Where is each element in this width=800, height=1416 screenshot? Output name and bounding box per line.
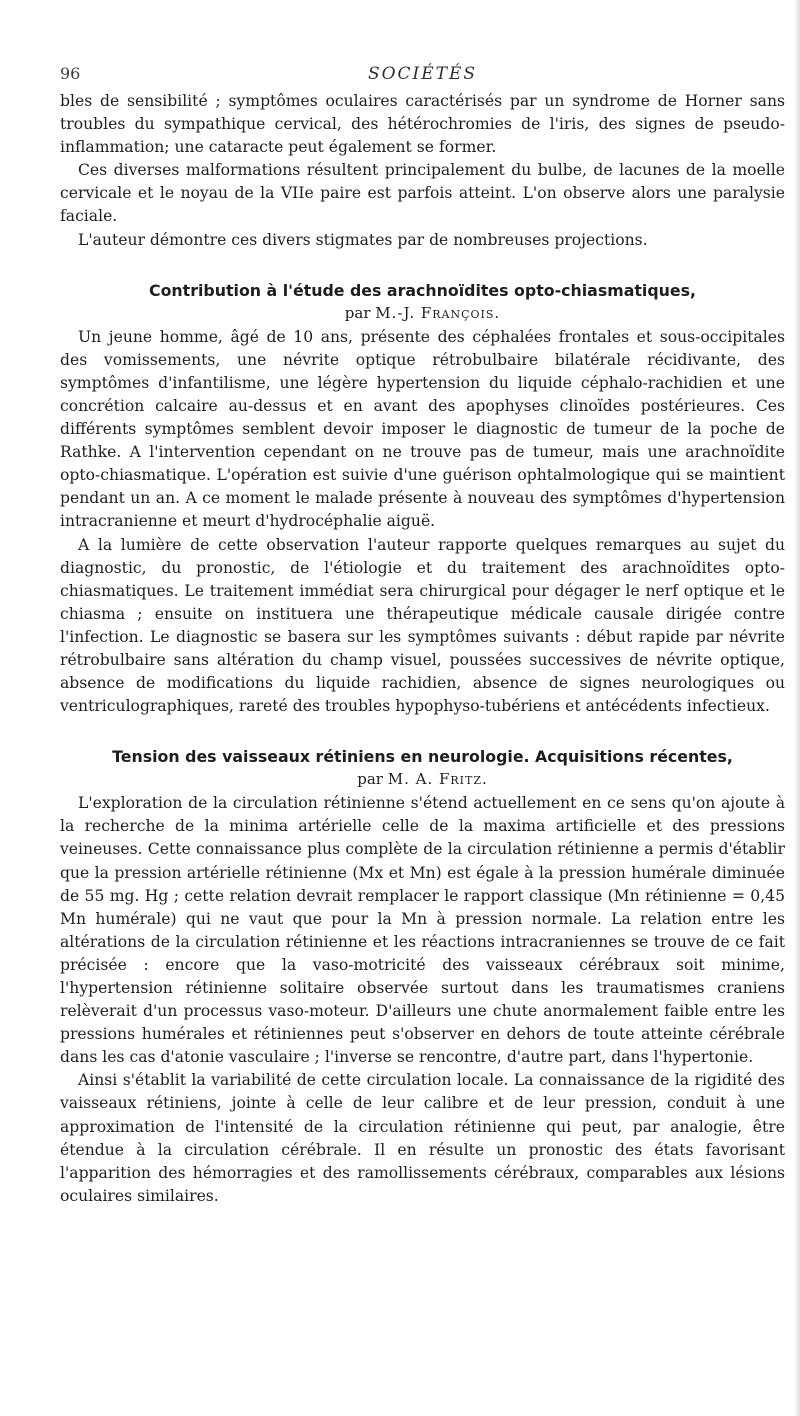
intro-paragraph-2: Ces diverses malformations résultent principalement du bulbe, de lacunes de la moelle cervicale et le noyau de la VIIe paire est parfois atteint. L'on observe alors une paralysie faciale. [60, 161, 785, 226]
section1-paragraph-2: A la lumière de cette observation l'auteur rapporte quelques remarques au sujet du diagnostic, du pronostic, de l'étiologie et du traitement des arachnoïdites opto-chiasmatiques. Le traitement immédiat sera chirurgical pour dégager le nerf optique et le chiasma ; ensuite on instituera une thérapeutique médicale causale dirigée contre l'infection. Le diagnostic se basera sur les symptômes suivants : début rapide par névrite rétrobulbaire sans altération du champ visuel, poussées successives de névrite optique, absence de modifications du liquide rachidien, absence de signes neurologiques ou ventriculographiques, rareté des troubles hypophyso-tubériens et antécédents infectieux. [60, 535, 785, 716]
section-title-arachnoidites: Contribution à l'étude des arachnoïdites opto-chiasmatiques, [148, 280, 697, 300]
byline-prefix: par [357, 770, 383, 789]
section-byline-fritz [60, 768, 785, 790]
running-header [60, 64, 785, 90]
section2-paragraph-1: L'exploration de la circulation rétinienne s'étend actuellement en ce sens qu'on ajoute à la recherche de la minima artérielle celle de la maxima artificielle et des pressions veineuses. Cette connaissance plus complète de la circulation rétinienne a permis d'établir que la pression artérielle rétinienne (Mx et Mn) est égale à la pression humérale diminuée de 55 mg. Hg ; cette relation devrait remplacer le rapport classique (Mn rétinienne = 0,45 Mn humérale) qui ne vaut que pour la Mn à pression normale. La relation entre les altérations de la circulation rétinienne et les réactions intracraniennes se trouve de ce fait précisée : encore que la vaso-motricité des vaisseaux cérébraux soit minime, l'hypertension rétinienne solitaire observée surtout dans les traumatismes craniens relèverait d'un processus vaso-moteur. D'ailleurs une chute anormalement faible entre les pressions humérales et rétiniennes peut s'observer en dehors de toute atteinte cérébrale dans les cas d'atonie vasculaire ; l'inverse se rencontre, d'autre part, dans l'hypertonie. [60, 794, 785, 1067]
section2-paragraph-2: Ainsi s'établit la variabilité de cette circulation locale. La connaissance de la rigidité des vaisseaux rétiniens, jointe à celle de leur calibre et de leur pression, conduit à une approximation de l'intensité de la circulation rétinienne qui peut, par analogie, être étendue à la circulation cérébrale. Il en résulte un pronostic des états favorisant l'apparition des hémorragies et des ramollissements cérébraux, comparables aux lésions oculaires similaires. [60, 1071, 785, 1205]
intro-paragraph-3: L'auteur démontre ces divers stigmates par de nombreuses projections. [78, 230, 648, 249]
byline-prefix: par [344, 303, 371, 322]
author-name: M.-J. François. [375, 303, 501, 322]
section-title-tension-vaisseaux: Tension des vaisseaux rétiniens en neurologie. Acquisitions récentes, [112, 747, 733, 767]
section1-paragraph-1: Un jeune homme, âgé de 10 ans, présente des céphalées frontales et sous-occipitales des vomissements, une névrite optique rétrobulbaire bilatérale récidivante, des symptômes d'infantilisme, une légère hypertension du liquide céphalo-rachidien et une concrétion calcaire au-dessus et en avant des apophyses clinoïdes postérieures. Ces différents symptômes semblent devoir imposer le diagnostic de tumeur de la poche de Rathke. A l'intervention cependant on ne trouve pas de tumeur, mais une arachnoïdite opto-chiasmatique. L'opération est suivie d'une guérison ophtalmologique qui se maintient pendant un an. A ce moment le malade présente à nouveau des symptômes d'hypertension intracranienne et meurt d'hydrocéphalie aiguë. [60, 327, 785, 531]
page-number: 96 [60, 64, 81, 83]
page-edge-shadow [794, 0, 800, 1416]
document-page [60, 64, 785, 1208]
section-byline-francois [60, 302, 785, 324]
author-name: M. A. Fritz. [387, 770, 488, 789]
running-title: SOCIÉTÉS [367, 64, 478, 84]
intro-paragraph-1: bles de sensibilité ; symptômes oculaires caractérisés par un syndrome de Horner sans troubles du sympathique cervical, des hétérochromies de l'iris, des signes de pseudo-inflammation; une cataracte peut également se former. [60, 92, 785, 157]
